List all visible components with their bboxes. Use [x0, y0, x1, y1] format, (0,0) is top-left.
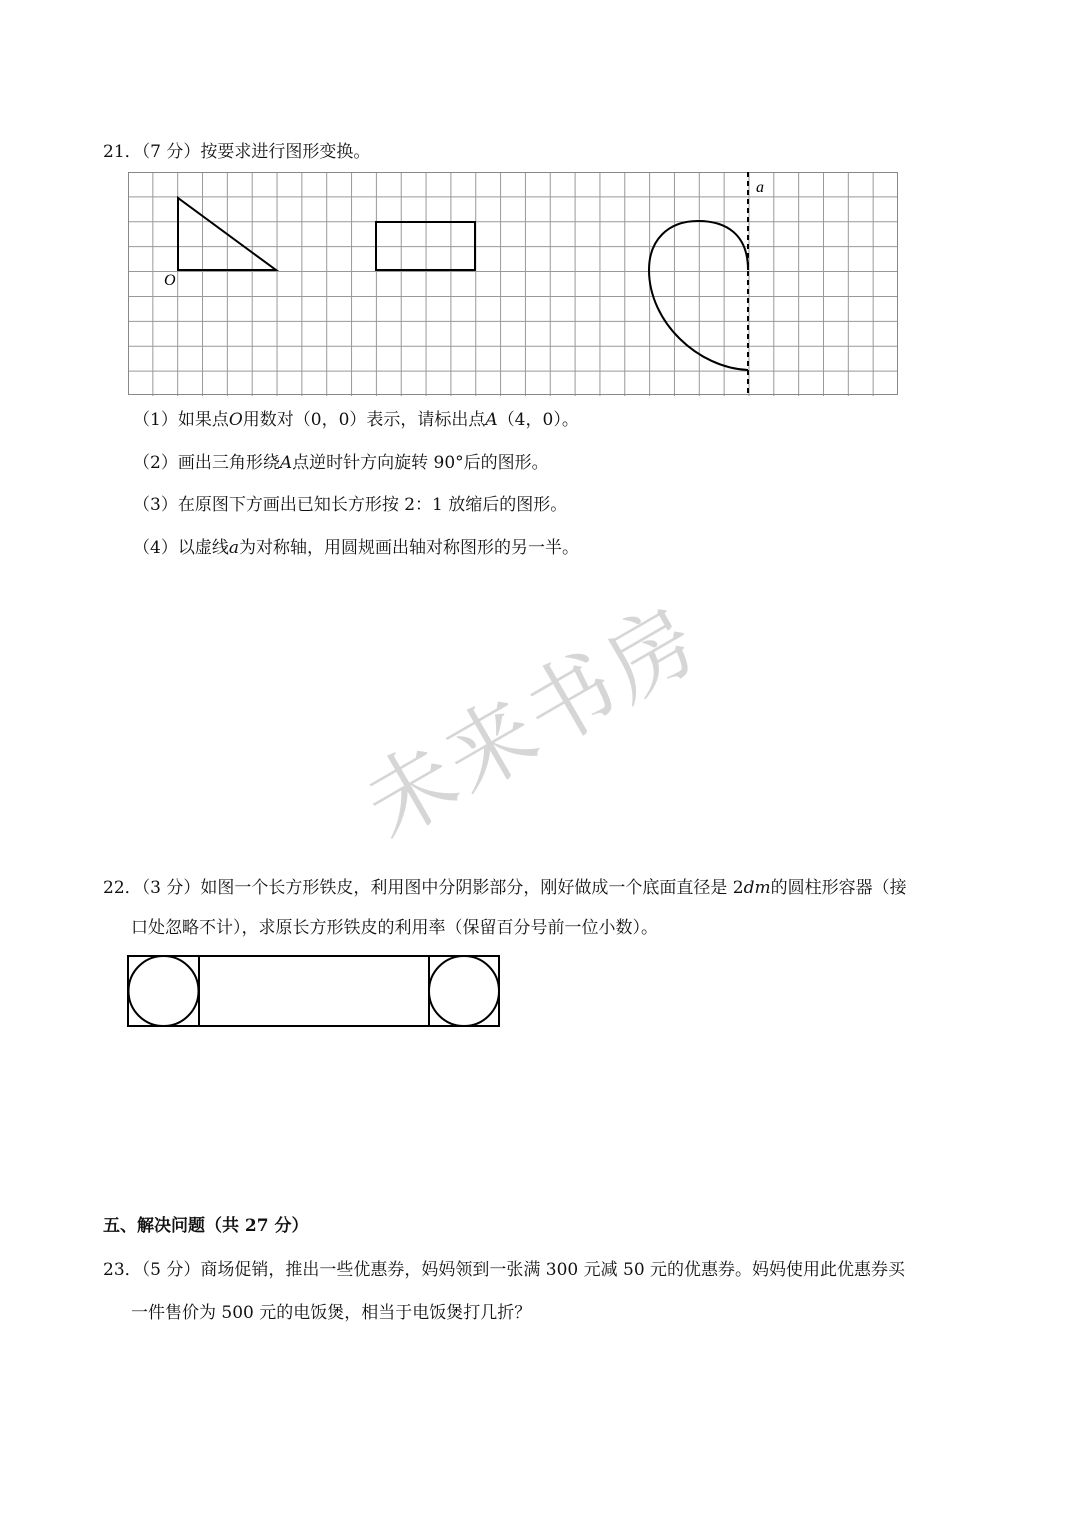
question-21-part-4: （4）以虚线a为对称轴，用圆规画出轴对称图形的另一半。 — [133, 538, 579, 558]
axis-label-a: a — [756, 179, 764, 196]
section-5-heading: 五、解决问题（共 27 分） — [103, 1216, 309, 1236]
watermark: 未来书房 — [347, 585, 718, 859]
question-23-line-2: 一件售价为 500 元的电饭煲，相当于电饭煲打几折？ — [131, 1303, 532, 1323]
question-21-part-1: （1）如果点O用数对（0，0）表示，请标出点A（4，0）。 — [133, 410, 579, 430]
rectangle-shape — [376, 222, 475, 270]
question-21-part-2: （2）画出三角形绕A点逆时针方向旋转 90°后的图形。 — [133, 453, 549, 473]
grid-border — [129, 173, 898, 395]
question-22-line-2: 口处忽略不计），求原长方形铁皮的利用率（保留百分号前一位小数）。 — [131, 918, 658, 938]
sheet-outline — [128, 956, 499, 1026]
half-figure-curve — [649, 221, 748, 370]
grid-lines — [128, 172, 898, 396]
question-21-part-3: （3）在原图下方画出已知长方形按 2：1 放缩后的图形。 — [133, 495, 568, 515]
iron-sheet-figure — [127, 955, 501, 1029]
question-22-line-1: 22．（3 分）如图一个长方形铁皮，利用图中分阴影部分，刚好做成一个底面直径是 2dm的圆柱形容器（接 — [103, 878, 907, 898]
origin-label-o: O — [164, 272, 176, 289]
grid-figure — [128, 172, 898, 396]
circle-right — [429, 956, 499, 1026]
question-23-line-1: 23．（5 分）商场促销，推出一些优惠券，妈妈领到一张满 300 元减 50 元的优惠券。妈妈使用此优惠券买 — [103, 1260, 906, 1280]
circle-left — [129, 956, 199, 1026]
question-21-title: 21．（7 分）按要求进行图形变换。 — [103, 142, 371, 162]
